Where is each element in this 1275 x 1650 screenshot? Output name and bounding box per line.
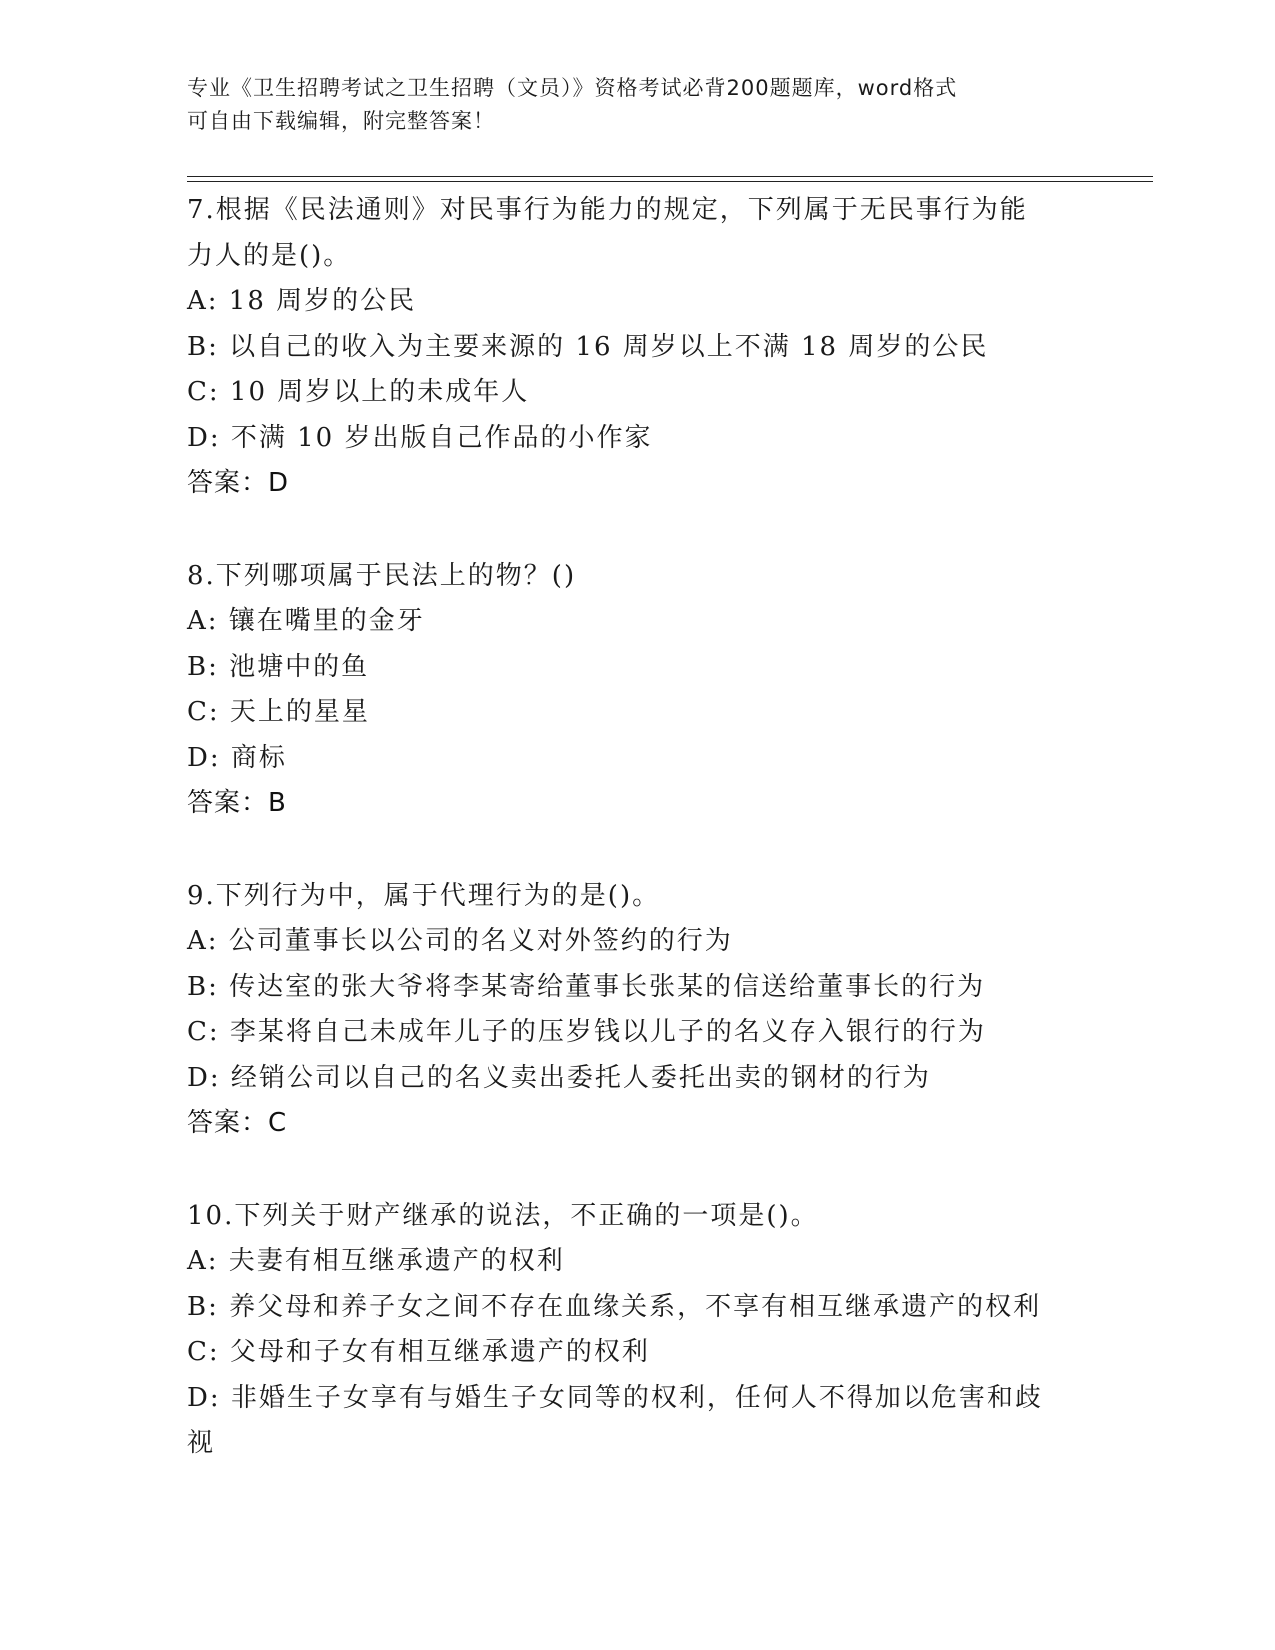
option-d-continued: 视: [187, 1428, 216, 1458]
question-gap: [187, 1147, 1087, 1194]
question-10: [187, 1194, 1087, 1467]
header-line-2: 可自由下载编辑，附完整答案！: [187, 109, 495, 133]
header-line-1: 专业《卫生招聘考试之卫生招聘（文员）》资格考试必背200题题库，word格式: [187, 76, 958, 100]
option-a: A: 夫妻有相互继承遗产的权利: [187, 1246, 565, 1276]
option-d: D: 商标: [187, 742, 287, 773]
question-stem: 7.根据《民法通则》对民事行为能力的规定，下列属于无民事行为能: [187, 195, 1028, 225]
document-header: [187, 72, 1067, 138]
answer: 答案：D: [187, 468, 290, 498]
question-9: [187, 874, 1087, 1147]
question-8: [187, 554, 1087, 827]
option-a: A: 18 周岁的公民: [187, 286, 417, 316]
option-b: B: 池塘中的鱼: [187, 651, 370, 682]
header-divider-top: [187, 176, 1153, 177]
option-b: B: 养父母和养子女之间不存在血缘关系，不享有相互继承遗产的权利: [187, 1291, 1042, 1322]
option-b: B: 以自己的收入为主要来源的 16 周岁以上不满 18 周岁的公民: [187, 331, 989, 362]
option-c: C: 10 周岁以上的未成年人: [187, 377, 530, 407]
question-7: [187, 188, 1087, 507]
question-gap: [187, 827, 1087, 874]
option-a: A: 镶在嘴里的金牙: [187, 606, 425, 636]
option-d: D: 经销公司以自己的名义卖出委托人委托出卖的钢材的行为: [187, 1062, 931, 1093]
answer: 答案：C: [187, 1108, 288, 1138]
question-stem: 8.下列哪项属于民法上的物？(): [187, 560, 577, 591]
option-d: D: 不满 10 岁出版自己作品的小作家: [187, 422, 653, 453]
option-a: A: 公司董事长以公司的名义对外签约的行为: [187, 926, 733, 956]
question-gap: [187, 507, 1087, 554]
question-stem: 10.下列关于财产继承的说法，不正确的一项是()。: [187, 1200, 819, 1231]
question-stem-continued: 力人的是()。: [187, 240, 352, 271]
option-c: C: 父母和子女有相互继承遗产的权利: [187, 1337, 650, 1367]
option-c: C: 天上的星星: [187, 697, 370, 727]
option-c: C: 李某将自己未成年儿子的压岁钱以儿子的名义存入银行的行为: [187, 1017, 986, 1047]
question-stem: 9.下列行为中，属于代理行为的是()。: [187, 880, 661, 911]
question-list: [187, 188, 1087, 1467]
option-b: B: 传达室的张大爷将李某寄给董事长张某的信送给董事长的行为: [187, 971, 986, 1002]
answer: 答案：B: [187, 788, 287, 818]
option-d: D: 非婚生子女享有与婚生子女同等的权利，任何人不得加以危害和歧: [187, 1382, 1043, 1413]
header-divider-bottom: [187, 181, 1153, 182]
